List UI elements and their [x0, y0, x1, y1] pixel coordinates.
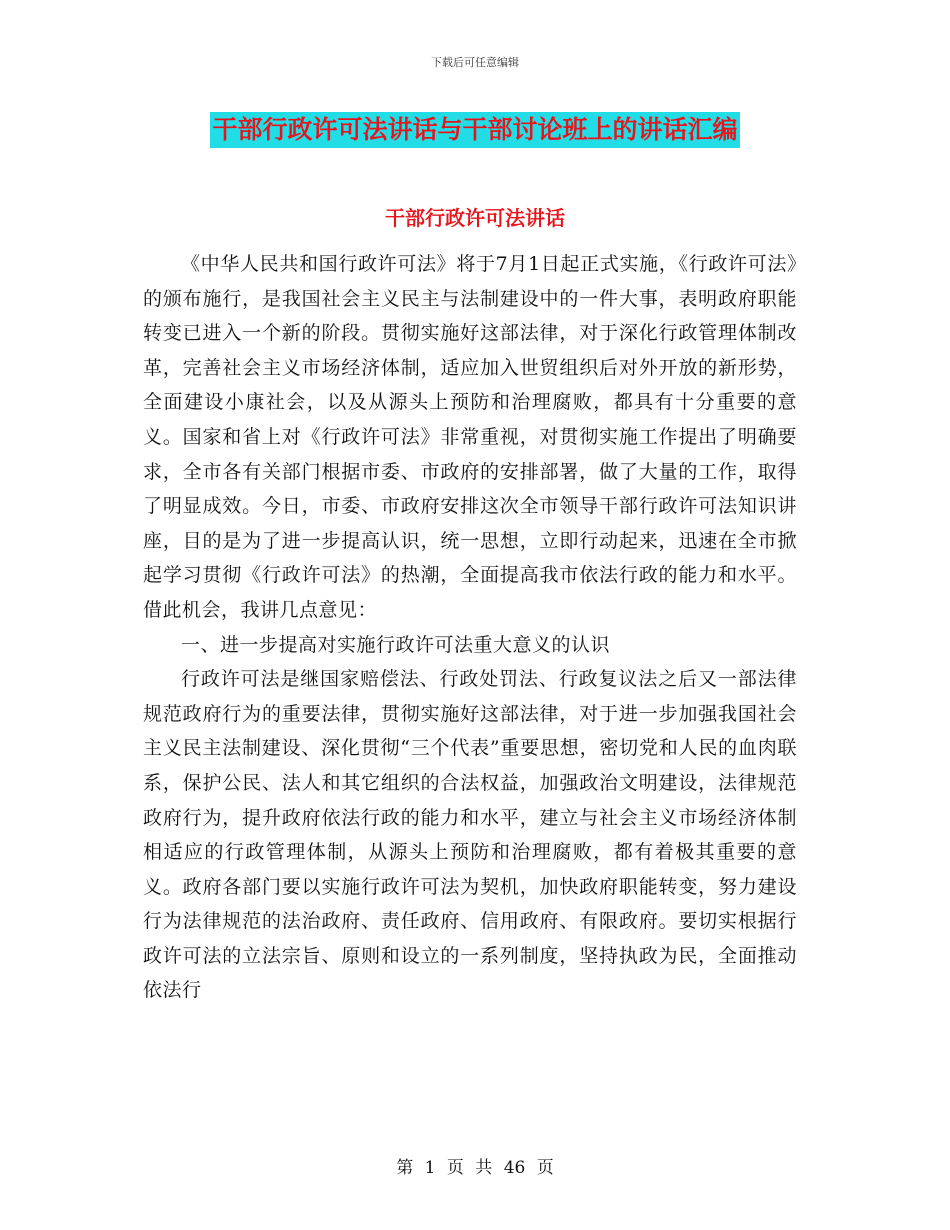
- section-title: 干部行政许可法讲话: [385, 206, 565, 230]
- paragraph-heading-one: 一、进一步提高对实施行政许可法重大意义的认识: [181, 633, 611, 656]
- document-title-container: [0, 112, 950, 148]
- document-body: [143, 247, 797, 1008]
- page-footer: 第 1 页 共 46 页: [396, 1158, 554, 1178]
- paragraph-intro: 《中华人民共和国行政许可法》将于7月1日起正式实施，《行政许可法》的颁布施行，是我国社会主义民主与法制建设中的一件大事，表明政府职能转变已进入一个新的阶段。贯彻实施好这部法律，对于深化行政管理体制改革，完善社会主义市场经济体制，适应加入世贸组织后对外开放的新形势，全面建设小康社会，以及从源头上预防和治理腐败，都具有十分重要的意义。国家和省上对《行政许可法》非常重视，对贯彻实施工作提出了明确要求，全市各有关部门根据市委、市政府的安排部署，做了大量的工作，取得了明显成效。今日，市委、市政府安排这次全市领导干部行政许可法知识讲座，目的是为了进一步提高认识，统一思想，立即行动起来，迅速在全市掀起学习贯彻《行政许可法》的热潮，全面提高我市依法行政的能力和水平。借此机会，我讲几点意见：: [143, 253, 797, 621]
- header-note: 下载后可任意编辑: [431, 56, 519, 69]
- document-title: 干部行政许可法讲话与干部讨论班上的讲话汇编: [210, 112, 739, 148]
- paragraph-section-one: 行政许可法是继国家赔偿法、行政处罚法、行政复议法之后又一部法律规范政府行为的重要法律，贯彻实施好这部法律，对于进一步加强我国社会主义民主法制建设、深化贯彻“三个代表”重要思想，密切党和人民的血肉联系，保护公民、法人和其它组织的合法权益，加强政治文明建设，法律规范政府行为，提升政府依法行政的能力和水平，建立与社会主义市场经济体制相适应的行政管理体制，从源头上预防和治理腐败，都有着极其重要的意义。政府各部门要以实施行政许可法为契机，加快政府职能转变，努力建设行为法律规范的法治政府、责任政府、信用政府、有限政府。要切实根据行政许可法的立法宗旨、原则和设立的一系列制度，坚持执政为民，全面推动依法行: [143, 668, 797, 1002]
